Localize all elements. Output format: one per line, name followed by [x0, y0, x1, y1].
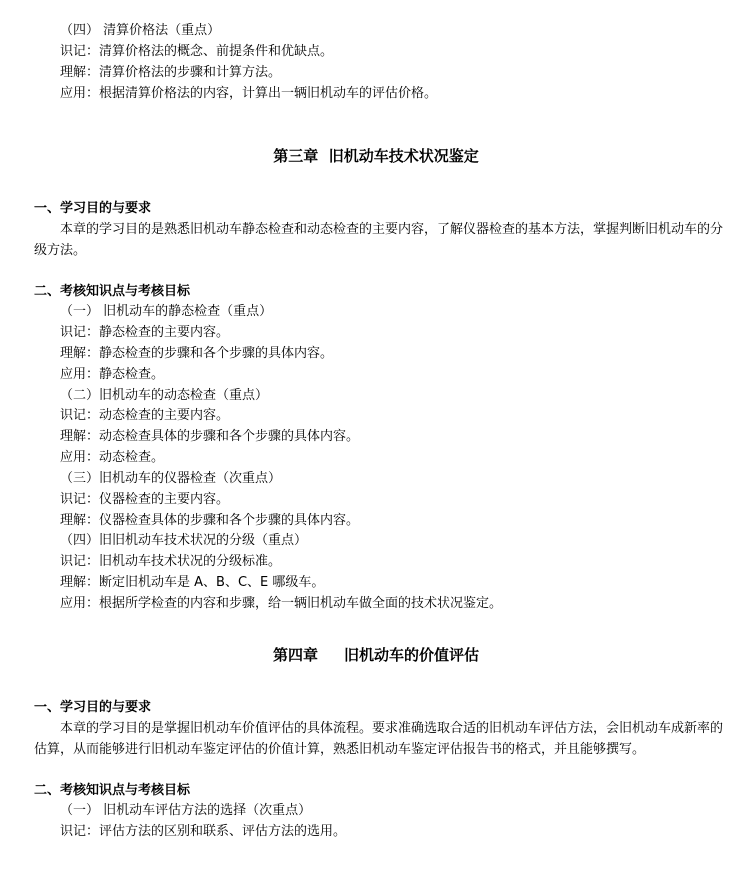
text-line: 理解：静态检查的步骤和各个步骤的具体内容。 — [60, 346, 334, 361]
section-heading: （四） 清算价格法（重点） — [60, 23, 221, 38]
text-line: 识记：清算价格法的概念、前提条件和优缺点。 — [60, 44, 334, 59]
chapter-title: 第三章 旧机动车技术状况鉴定 — [273, 147, 479, 165]
text-line: 理解：动态检查具体的步骤和各个步骤的具体内容。 — [60, 429, 360, 444]
subsection-heading: （一） 旧机动车评估方法的选择（次重点） — [60, 803, 312, 818]
text-line: 识记：仪器检查的主要内容。 — [60, 492, 230, 507]
section-heading: 二、考核知识点与考核目标 — [34, 284, 191, 299]
text-line: 应用：静态检查。 — [60, 367, 165, 382]
paragraph: 本章的学习目的是掌握旧机动车价值评估的具体流程。要求准确选取合适的旧机动车评估方法，会旧机动车成新率的估算，从而能够进行旧机动车鉴定评估的价值计算，熟悉旧机动车鉴定评估报告书的格式，并且能够撰写。 — [34, 721, 724, 757]
paragraph: 本章的学习目的是熟悉旧机动车静态检查和动态检查的主要内容，了解仪器检查的基本方法，掌握判断旧机动车的分级方法。 — [34, 222, 724, 258]
subsection-heading: （一） 旧机动车的静态检查（重点） — [60, 304, 273, 319]
subsection-heading: （四）旧旧机动车技术状况的分级（重点） — [60, 533, 308, 548]
text-line: 应用：根据清算价格法的内容，计算出一辆旧机动车的评估价格。 — [60, 86, 438, 101]
text-line: 识记：动态检查的主要内容。 — [60, 408, 230, 423]
text-line: 理解：断定旧机动车是 A、B、C、E 哪级车。 — [60, 575, 325, 590]
section-heading: 二、考核知识点与考核目标 — [34, 783, 191, 798]
text-line: 应用：动态检查。 — [60, 450, 165, 465]
text-line: 识记：评估方法的区别和联系、评估方法的选用。 — [60, 824, 347, 839]
text-line: 识记：旧机动车技术状况的分级标准。 — [60, 554, 282, 569]
text-line: 应用：根据所学检查的内容和步骤，给一辆旧机动车做全面的技术状况鉴定。 — [60, 596, 503, 611]
text-line: 理解：清算价格法的步骤和计算方法。 — [60, 65, 282, 80]
subsection-heading: （二）旧机动车的动态检查（重点） — [60, 388, 269, 403]
text-line: 理解：仪器检查具体的步骤和各个步骤的具体内容。 — [60, 513, 360, 528]
chapter-title: 第四章 旧机动车的价值评估 — [272, 646, 480, 664]
subsection-heading: （三）旧机动车的仪器检查（次重点） — [60, 471, 282, 486]
section-heading: 一、学习目的与要求 — [34, 700, 152, 715]
text-line: 识记：静态检查的主要内容。 — [60, 325, 230, 340]
section-heading: 一、学习目的与要求 — [34, 201, 152, 216]
